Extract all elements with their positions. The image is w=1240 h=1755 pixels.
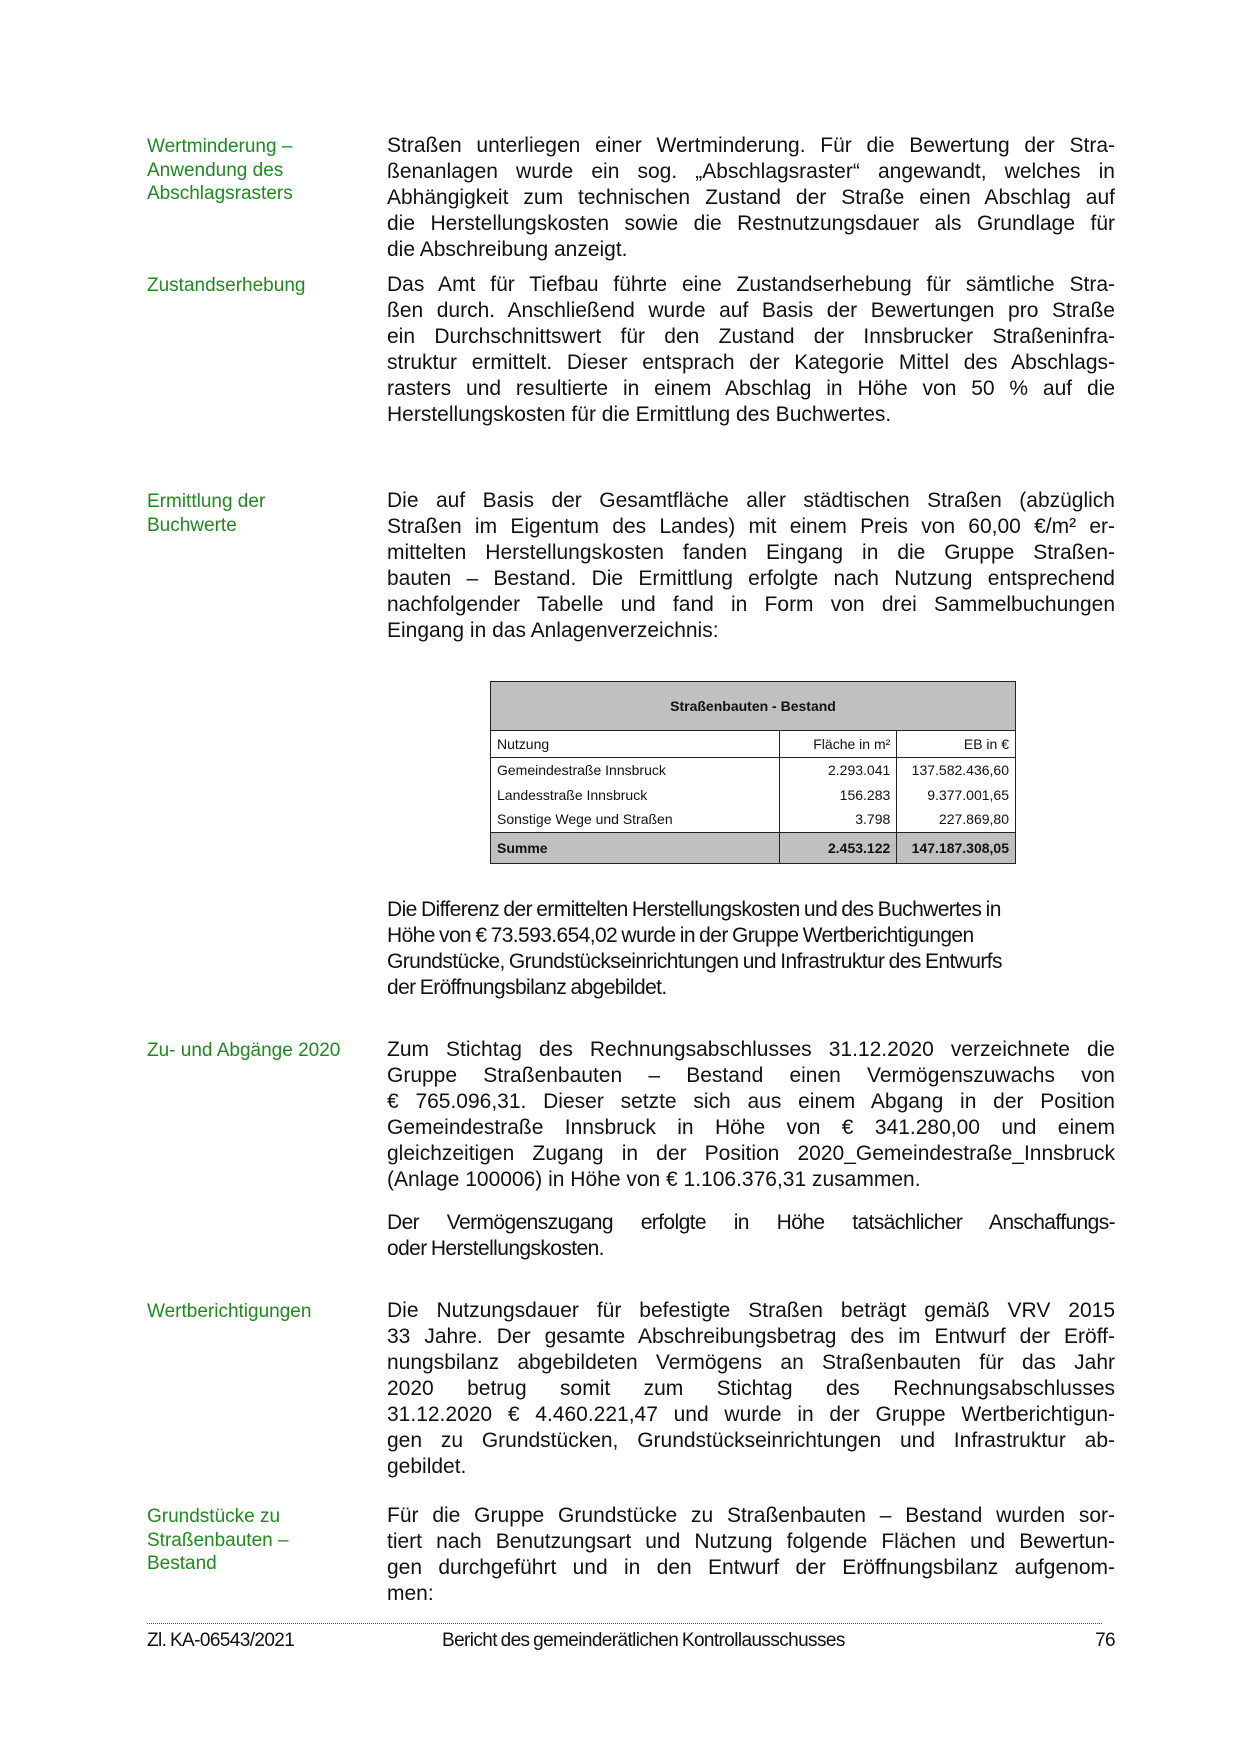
table-sum-row bbox=[491, 832, 1016, 863]
text-line: oder Herstellungskosten. bbox=[387, 1237, 604, 1260]
paragraph bbox=[387, 1037, 1115, 1193]
text-line: Straßen unterliegen einer Wertminderung. Für die Bewertung der Stra- bbox=[387, 134, 1115, 157]
table-row bbox=[491, 783, 1016, 808]
text-line: Straßen im Eigentum des Landes) mit einem Preis von 60,00 €/m² er- bbox=[387, 515, 1115, 538]
text-line: Die auf Basis der Gesamtfläche aller städtischen Straßen (abzüglich bbox=[387, 489, 1115, 512]
side-label-line: Grundstücke zu bbox=[147, 1506, 281, 1527]
side-label-line: Wertminderung – bbox=[147, 136, 293, 157]
text-line: der Eröffnungsbilanz abgebildet. bbox=[387, 976, 667, 999]
cell-nutzung: Gemeindestraße Innsbruck bbox=[491, 758, 780, 783]
paragraph bbox=[387, 133, 1115, 263]
column-header-flaeche: Fläche in m² bbox=[779, 731, 896, 758]
text-line: gleichzeitigen Zugang in der Position 2020_Gemeindestraße_Innsbruck bbox=[387, 1142, 1115, 1165]
cell-flaeche: 156.283 bbox=[779, 783, 896, 808]
cell-sum-label: Summe bbox=[491, 832, 780, 863]
text-line: die Abschreibung anzeigt. bbox=[387, 238, 628, 261]
paragraph bbox=[387, 1298, 1115, 1480]
cell-eb: 9.377.001,65 bbox=[897, 783, 1016, 808]
table-header-row bbox=[491, 731, 1016, 758]
text-line: struktur ermittelt. Dieser entsprach der Kategorie Mittel des Abschlags- bbox=[387, 351, 1115, 374]
side-label bbox=[147, 1300, 377, 1324]
paragraph bbox=[387, 272, 1115, 428]
text-line: Grundstücke, Grundstückseinrichtungen und Infrastruktur des Entwurfs bbox=[387, 950, 1002, 973]
text-line: 31.12.2020 € 4.460.221,47 und wurde in der Gruppe Wertberichtigun- bbox=[387, 1403, 1115, 1426]
footer-divider bbox=[147, 1623, 1102, 1624]
text-line: nachfolgender Tabelle und fand in Form von drei Sammelbuchungen bbox=[387, 593, 1115, 616]
side-label bbox=[147, 135, 377, 206]
text-line: tiert nach Benutzungsart und Nutzung folgende Flächen und Bewertun- bbox=[387, 1530, 1115, 1553]
side-label-line: Abschlagsrasters bbox=[147, 183, 293, 204]
cell-eb: 227.869,80 bbox=[897, 807, 1016, 832]
side-label-line: Ermittlung der bbox=[147, 491, 266, 512]
text-line: gen zu Grundstücken, Grundstückseinrichtungen und Infrastruktur ab- bbox=[387, 1429, 1115, 1452]
paragraph bbox=[387, 1503, 1115, 1607]
text-line: (Anlage 100006) in Höhe von € 1.106.376,31 zusammen. bbox=[387, 1168, 921, 1191]
column-header-nutzung: Nutzung bbox=[491, 731, 780, 758]
text-line: mittelten Herstellungskosten fanden Eingang in die Gruppe Straßen- bbox=[387, 541, 1115, 564]
side-label-line: Zu- und Abgänge 2020 bbox=[147, 1040, 341, 1061]
text-line: € 765.096,31. Dieser setzte sich aus einem Abgang in der Position bbox=[387, 1090, 1115, 1113]
side-label-line: Zustandserhebung bbox=[147, 275, 306, 296]
table-title: Straßenbauten - Bestand bbox=[491, 682, 1016, 731]
side-label-line: Buchwerte bbox=[147, 514, 237, 536]
cell-eb: 137.582.436,60 bbox=[897, 758, 1016, 783]
text-line: ßen durch. Anschließend wurde auf Basis der Bewertungen pro Straße bbox=[387, 299, 1115, 322]
table-row bbox=[491, 807, 1016, 832]
paragraph bbox=[387, 897, 1115, 1001]
text-line: Das Amt für Tiefbau führte eine Zustandserhebung für sämtliche Stra- bbox=[387, 273, 1115, 296]
side-label bbox=[147, 1505, 377, 1576]
strassenbauten-table bbox=[490, 681, 1016, 864]
text-line: ein Durchschnittswert für den Zustand der Innsbrucker Straßeninfra- bbox=[387, 325, 1115, 348]
text-line: gen durchgeführt und in den Entwurf der Eröffnungsbilanz aufgenom- bbox=[387, 1556, 1115, 1579]
text-line: Der Vermögenszugang erfolgte in Höhe tatsächlicher Anschaffungs- bbox=[387, 1211, 1115, 1234]
text-line: Zum Stichtag des Rechnungsabschlusses 31.12.2020 verzeichnete die bbox=[387, 1038, 1115, 1061]
side-label-line: Straßenbauten – bbox=[147, 1529, 289, 1551]
text-line: nungsbilanz abgebildeten Vermögens an Straßenbauten für das Jahr bbox=[387, 1351, 1115, 1374]
text-line: Höhe von € 73.593.654,02 wurde in der Gruppe Wertberichtigungen bbox=[387, 924, 974, 947]
side-label-line: Wertberichtigungen bbox=[147, 1301, 312, 1322]
page-number: 76 bbox=[1095, 1630, 1115, 1651]
column-header-eb: EB in € bbox=[897, 731, 1016, 758]
cell-flaeche: 2.293.041 bbox=[779, 758, 896, 783]
paragraph bbox=[387, 1210, 1115, 1262]
document-reference: Zl. KA-06543/2021 bbox=[147, 1630, 295, 1651]
text-line: Herstellungskosten für die Ermittlung des Buchwertes. bbox=[387, 403, 892, 426]
text-line: Gemeindestraße Innsbruck in Höhe von € 341.280,00 und einem bbox=[387, 1116, 1115, 1139]
cell-nutzung: Landesstraße Innsbruck bbox=[491, 783, 780, 808]
cell-nutzung: Sonstige Wege und Straßen bbox=[491, 807, 780, 832]
page-footer bbox=[147, 1630, 1115, 1656]
side-label bbox=[147, 274, 377, 298]
text-line: bauten – Bestand. Die Ermittlung erfolgte nach Nutzung entsprechend bbox=[387, 567, 1115, 590]
side-label bbox=[147, 1039, 377, 1063]
text-line: Für die Gruppe Grundstücke zu Straßenbauten – Bestand wurden sor- bbox=[387, 1504, 1115, 1527]
text-line: Eingang in das Anlagenverzeichnis: bbox=[387, 619, 719, 642]
text-line: die Herstellungskosten sowie die Restnutzungsdauer als Grundlage für bbox=[387, 212, 1115, 235]
text-line: rasters und resultierte in einem Abschlag in Höhe von 50 % auf die bbox=[387, 377, 1115, 400]
side-label-line: Bestand bbox=[147, 1553, 217, 1574]
text-line: gebildet. bbox=[387, 1455, 467, 1478]
paragraph bbox=[387, 488, 1115, 644]
text-line: ßenanlagen wurde ein sog. „Abschlagsraster“ angewandt, welches in bbox=[387, 160, 1115, 183]
text-line: Gruppe Straßenbauten – Bestand einen Vermögenszuwachs von bbox=[387, 1064, 1115, 1087]
text-line: 33 Jahre. Der gesamte Abschreibungsbetrag des im Entwurf der Eröff- bbox=[387, 1325, 1115, 1348]
text-line: Die Nutzungsdauer für befestigte Straßen beträgt gemäß VRV 2015 bbox=[387, 1299, 1115, 1322]
cell-sum-eb: 147.187.308,05 bbox=[897, 832, 1016, 863]
side-label-line: Anwendung des bbox=[147, 159, 284, 181]
side-label bbox=[147, 490, 377, 537]
text-line: men: bbox=[387, 1582, 434, 1605]
cell-flaeche: 3.798 bbox=[779, 807, 896, 832]
table-row bbox=[491, 758, 1016, 783]
text-line: 2020 betrug somit zum Stichtag des Rechnungsabschlusses bbox=[387, 1377, 1115, 1400]
report-title: Bericht des gemeinderätlichen Kontrollausschusses bbox=[442, 1630, 845, 1651]
text-line: Abhängigkeit zum technischen Zustand der Straße einen Abschlag auf bbox=[387, 186, 1115, 209]
cell-sum-flaeche: 2.453.122 bbox=[779, 832, 896, 863]
text-line: Die Differenz der ermittelten Herstellungskosten und des Buchwertes in bbox=[387, 898, 1001, 921]
